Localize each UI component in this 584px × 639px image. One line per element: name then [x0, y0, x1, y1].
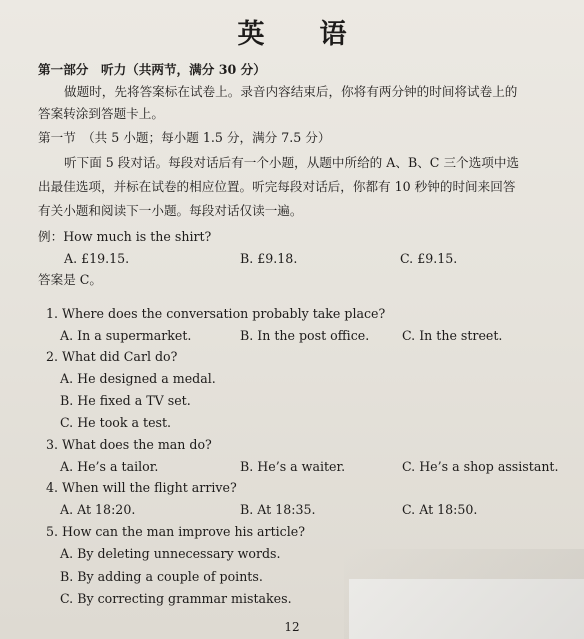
question-3-option-a: A. He’s a tailor. — [60, 459, 159, 474]
part1-heading: 第一部分 听力（共两节，满分 30 分） — [38, 62, 266, 77]
question-5-option-a: A. By deleting unnecessary words. — [60, 546, 281, 561]
question-4-option-c: C. At 18:50. — [402, 502, 478, 517]
question-3: 3. What does the man do? — [46, 437, 212, 452]
example-answer: 答案是 C。 — [38, 272, 103, 287]
page-title: 英 语 — [237, 19, 361, 50]
question-1-option-b: B. In the post office. — [240, 328, 370, 343]
example-option-b: B. £9.18. — [240, 251, 298, 266]
question-4-option-a: A. At 18:20. — [60, 502, 136, 517]
question-3-option-c: C. He’s a shop assistant. — [402, 459, 559, 474]
question-5-option-b: B. By adding a couple of points. — [60, 569, 263, 584]
question-2-option-b: B. He fixed a TV set. — [60, 393, 191, 408]
question-1-option-c: C. In the street. — [402, 328, 503, 343]
question-4-option-b: B. At 18:35. — [240, 502, 316, 517]
example-option-a: A. £19.15. — [64, 251, 130, 266]
section1-instruction-line3: 有关小题和阅读下一小题。每段对话仅读一遍。 — [38, 203, 303, 218]
section1-instruction-line1: 听下面 5 段对话。每段对话后有一个小题，从题中所给的 A、B、C 三个选项中选 — [64, 155, 520, 170]
question-2-option-a: A. He designed a medal. — [60, 371, 216, 386]
question-2-option-c: C. He took a test. — [60, 415, 172, 430]
example-option-c: C. £9.15. — [400, 251, 458, 266]
part1-instruction-line1: 做题时，先将答案标在试卷上。录音内容结束后，你将有两分钟的时间将试卷上的 — [64, 84, 518, 99]
question-5: 5. How can the man improve his article? — [46, 524, 305, 539]
question-1-option-a: A. In a supermarket. — [60, 328, 192, 343]
question-5-option-c: C. By correcting grammar mistakes. — [60, 591, 292, 606]
part1-instruction-line2: 答案转涂到答题卡上。 — [38, 106, 164, 121]
question-1: 1. Where does the conversation probably take place? — [46, 306, 386, 321]
question-3-option-b: B. He’s a waiter. — [240, 459, 346, 474]
question-4: 4. When will the flight arrive? — [46, 480, 237, 495]
section1-heading: 第一节 （共 5 小题；每小题 1.5 分，满分 7.5 分） — [38, 130, 331, 145]
example-question: 例：How much is the shirt? — [38, 229, 212, 244]
page-number: 12 — [284, 620, 300, 634]
section1-instruction-line2: 出最佳选项，并标在试卷的相应位置。听完每段对话后，你都有 10 秒钟的时间来回答 — [38, 179, 516, 194]
question-2: 2. What did Carl do? — [46, 349, 178, 364]
